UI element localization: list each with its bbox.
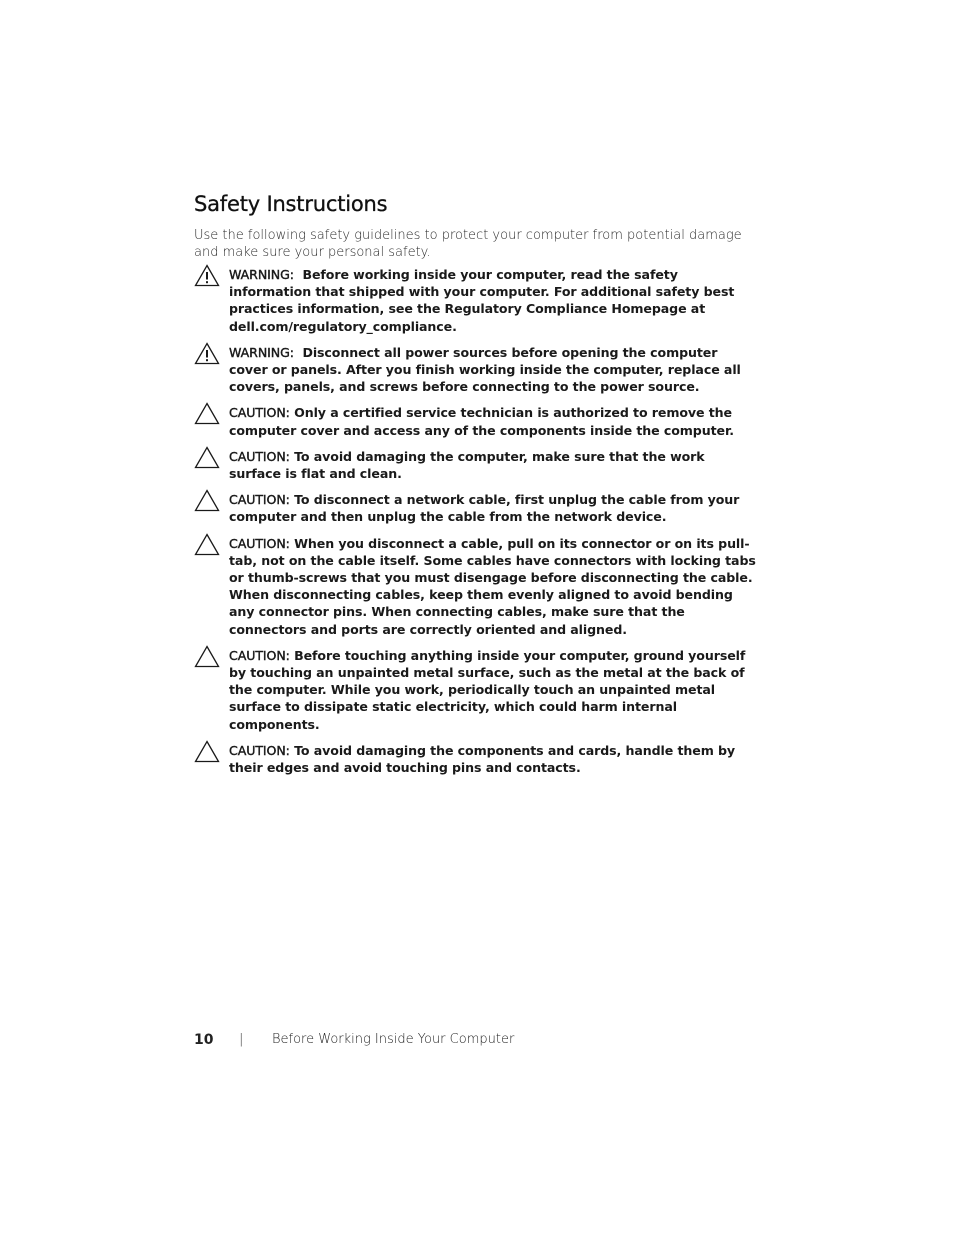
warning-notice — [194, 344, 760, 396]
caution-notice — [194, 535, 760, 638]
warning-icon — [194, 342, 220, 365]
notice-body — [229, 491, 760, 525]
notice-body — [229, 742, 760, 776]
notice-label: CAUTION: — [229, 405, 290, 421]
caution-icon — [194, 740, 220, 763]
warning-icon — [194, 264, 220, 287]
notice-body — [229, 344, 760, 396]
notice-text: To avoid damaging the components and cards, handle them by their edges and avoid touching pins and contacts. — [229, 742, 736, 776]
notice-label: CAUTION: — [229, 448, 290, 464]
caution-notice — [194, 742, 760, 776]
notice-text: Before touching anything inside your computer, ground yourself by touching an unpainted metal surface, such as the metal at the back of the computer. While you work, periodically touch an unpainted metal surface to dissipate static electricity, which could harm internal components. — [229, 647, 746, 732]
caution-notice — [194, 448, 760, 482]
notice-label: CAUTION: — [229, 535, 290, 551]
caution-notice — [194, 404, 760, 438]
notice-label: CAUTION: — [229, 492, 290, 508]
notice-body — [229, 404, 760, 438]
warning-notice — [194, 266, 760, 335]
notice-text: Disconnect all power sources before opening the computer cover or panels. After you finish working inside the computer, replace all covers, panels, and screws before connecting to the power source. — [229, 344, 741, 395]
caution-icon — [194, 533, 220, 556]
notice-text: To disconnect a network cable, first unplug the cable from your computer and then unplug the cable from the network device. — [229, 492, 740, 525]
caution-icon — [194, 446, 220, 469]
intro-paragraph: Use the following safety guidelines to protect your computer from potential damage and make sure your personal safety. — [194, 228, 742, 260]
notice-label: CAUTION: — [229, 742, 290, 758]
caution-notice — [194, 491, 760, 525]
notice-text: To avoid damaging the computer, make sure that the work surface is flat and clean. — [229, 448, 705, 482]
page-content — [194, 190, 760, 785]
page-number: 10 — [194, 1032, 214, 1048]
caution-icon — [194, 402, 220, 425]
notice-body — [229, 266, 760, 335]
page-title: Safety Instructions — [194, 192, 388, 216]
notice-label: CAUTION: — [229, 647, 290, 663]
notice-text: When you disconnect a cable, pull on its connector or on its pull-tab, not on the cable itself. Some cables have connectors with locking tabs or thumb-screws that you must disengage before disconnecting the cable. When disconnecting cables, keep them evenly aligned to avoid bending any connector pins. When connecting cables, make sure that the connectors and ports are correctly oriented and aligned. — [229, 535, 756, 637]
notice-body — [229, 535, 760, 638]
notice-body — [229, 448, 760, 482]
section-title: Before Working Inside Your Computer — [272, 1032, 515, 1047]
footer-separator: | — [239, 1032, 244, 1047]
notice-body — [229, 647, 760, 733]
notice-text: Before working inside your computer, read the safety information that shipped with your computer. For additional safety best practices information, see the Regulatory Compliance Homepage at dell.com/regulatory_compliance. — [229, 267, 735, 334]
caution-icon — [194, 645, 220, 668]
notice-text: Only a certified service technician is authorized to remove the computer cover and access any of the components inside the computer. — [229, 405, 734, 438]
notice-label: WARNING: — [229, 267, 294, 282]
notice-label: WARNING: — [229, 344, 294, 360]
caution-icon — [194, 489, 220, 512]
caution-notice — [194, 647, 760, 733]
